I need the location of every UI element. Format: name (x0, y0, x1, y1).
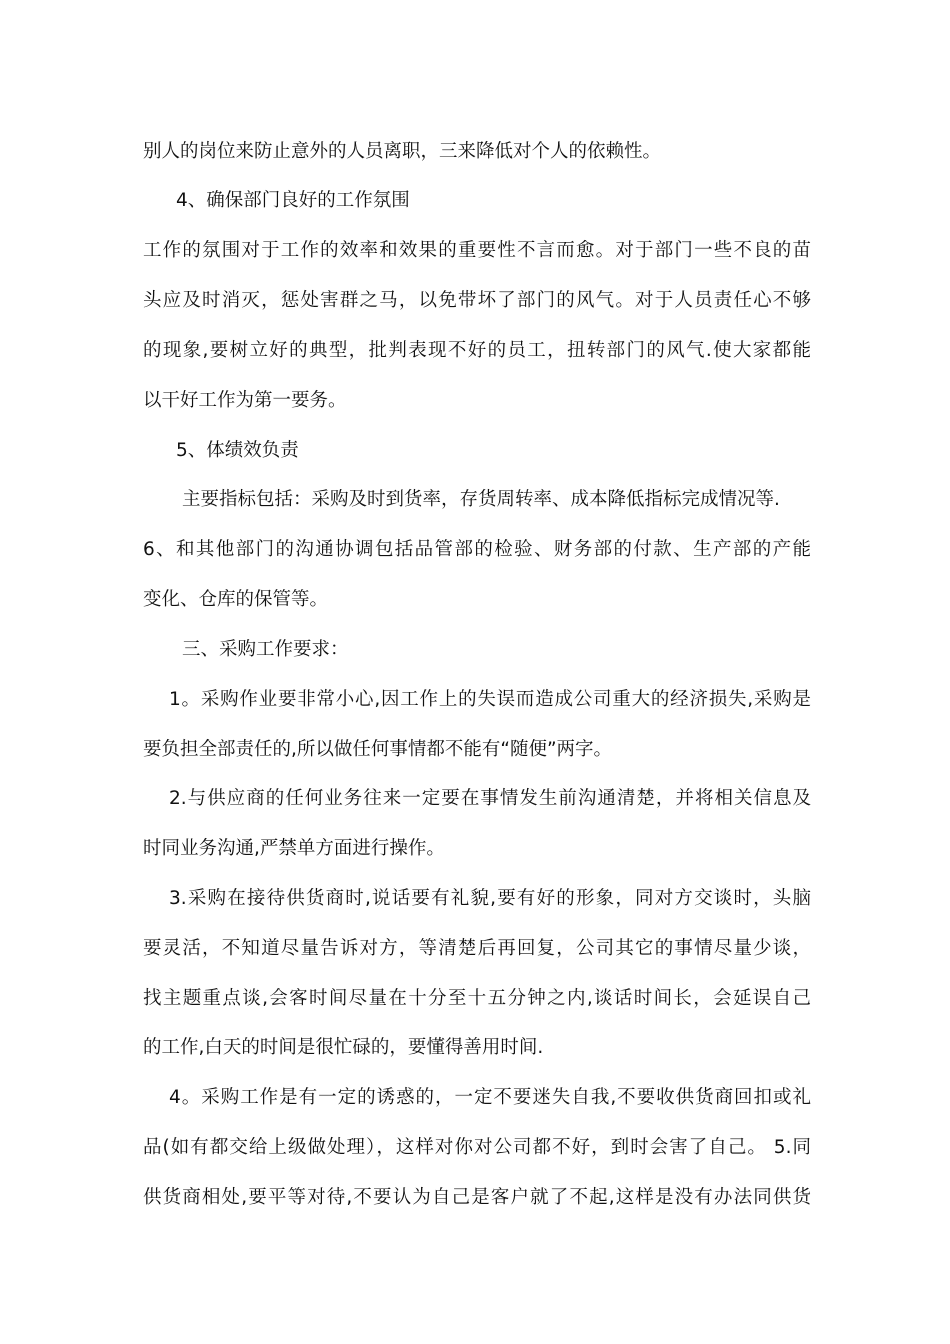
text-line-10: 变化、仓库的保管等。 (143, 589, 329, 610)
text-line-6: 以干好工作为第一要务。 (143, 390, 347, 411)
requirement-1-line-2: 要负担全部责任的,所以做任何事情都不能有“随便”两字。 (143, 739, 613, 760)
section-heading-4: 4、确保部门良好的工作氛围 (176, 190, 410, 211)
requirement-5-line-1: 供货商相处,要平等对待,不要认为自己是客户就了不起,这样是没有办法同供货 (143, 1187, 811, 1208)
requirement-1-line-1: 1。采购作业要非常小心,因工作上的失误而造成公司重大的经济损失,采购是 (169, 689, 811, 710)
requirement-3-line-2: 要灵活，不知道尽量告诉对方，等清楚后再回复，公司其它的事情尽量少谈， (143, 938, 811, 959)
requirement-3-line-1: 3.采购在接待供货商时,说话要有礼貌,要有好的形象，同对方交谈时，头脑 (169, 888, 811, 909)
requirement-2-line-1: 2.与供应商的任何业务往来一定要在事情发生前沟通清楚，并将相关信息及 (169, 788, 811, 809)
requirement-4-line-1: 4。采购工作是有一定的诱惑的，一定不要迷失自我,不要收供货商回扣或礼 (169, 1087, 811, 1108)
text-line-8: 主要指标包括：采购及时到货率，存货周转率、成本降低指标完成情况等. (182, 489, 780, 510)
section-heading-6: 6、和其他部门的沟通协调包括品管部的检验、财务部的付款、生产部的产能 (143, 539, 811, 560)
section-heading-5: 5、体绩效负责 (176, 440, 299, 461)
requirement-2-line-2: 时同业务沟通,严禁单方面进行操作。 (143, 838, 445, 859)
text-line-4: 头应及时消灭，惩处害群之马，以免带坏了部门的风气。对于人员责任心不够 (143, 290, 811, 311)
requirement-3-line-4: 的工作,白天的时间是很忙碌的，要懂得善用时间. (143, 1037, 544, 1058)
section-heading-3: 三、采购工作要求： (182, 639, 349, 660)
requirement-4-line-2: 品(如有都交给上级做处理），这样对你对公司都不好，到时会害了自己。 5.同 (143, 1137, 811, 1158)
text-line-1: 别人的岗位来防止意外的人员离职，三来降低对个人的依赖性。 (143, 141, 662, 162)
text-line-3: 工作的氛围对于工作的效率和效果的重要性不言而愈。对于部门一些不良的苗 (143, 240, 811, 261)
text-line-5: 的现象,要树立好的典型，批判表现不好的员工，扭转部门的风气.使大家都能 (143, 340, 811, 361)
requirement-3-line-3: 找主题重点谈,会客时间尽量在十分至十五分钟之内,谈话时间长，会延误自己 (143, 988, 811, 1009)
